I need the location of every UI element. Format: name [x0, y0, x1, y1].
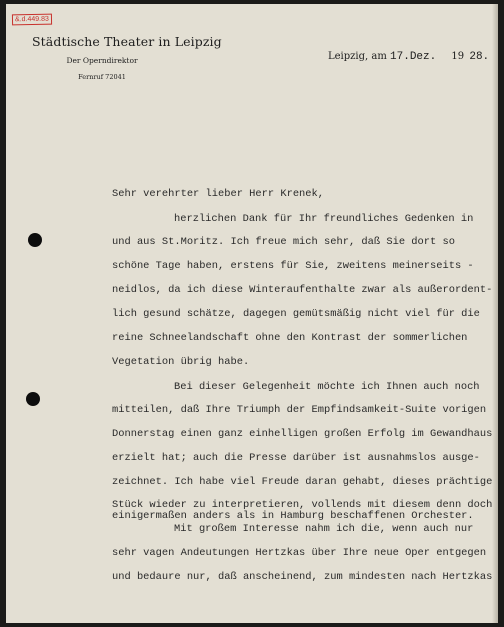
text-line: und aus St.Moritz. Ich freue mich sehr, daß Sie dort so: [112, 236, 455, 248]
letterhead-role: Der Operndirektor: [66, 56, 138, 65]
text-line: herzlichen Dank für Ihr freundliches Gedenken in: [174, 213, 474, 225]
text-line: Mit großem Interesse nahm ich die, wenn auch nur: [174, 523, 474, 535]
punch-hole: [26, 392, 40, 406]
date-place: Leipzig, am: [328, 51, 387, 62]
text-line: und bedaure nur, daß anscheinend, zum mindesten nach Hertzkas: [112, 571, 493, 583]
letter-body: [6, 4, 498, 623]
archive-stamp: &.d.449.83: [12, 14, 52, 26]
letter-page: [6, 4, 498, 623]
text-line: erzielt hat; auch die Presse darüber ist ausnahmslos ausge-: [112, 452, 480, 464]
letterhead-phone: Fernruf 72041: [78, 73, 126, 81]
text-line: mitteilen, daß Ihre Triumph der Empfindsamkeit-Suite vorigen: [112, 404, 487, 416]
text-line: schöne Tage haben, erstens für Sie, zweitens meinerseits -: [112, 260, 474, 272]
text-line: Bei dieser Gelegenheit möchte ich Ihnen auch noch: [174, 381, 480, 393]
date-day-month: 17.Dez.: [390, 51, 437, 63]
date-year-suffix: 28.: [469, 51, 490, 63]
text-line: sehr vagen Andeutungen Hertzkas über Ihre neue Oper entgegen: [112, 547, 487, 559]
text-line: einigermaßen anders als in Hamburg beschaffenen Orchester.: [112, 510, 474, 522]
punch-hole: [28, 233, 42, 247]
salutation: Sehr verehrter lieber Herr Krenek,: [112, 188, 325, 200]
text-line: Stück wieder zu interpretieren, vollends mit diesem denn doch: [112, 499, 493, 511]
text-line: zeichnet. Ich habe viel Freude daran gehabt, dieses prächtige: [112, 476, 493, 488]
text-line: lich gesund schätze, dagegen gemütsmäßig nicht viel für die: [112, 308, 480, 320]
text-line: Vegetation übrig habe.: [112, 356, 250, 368]
text-line: reine Schneelandschaft ohne den Kontrast der sommerlichen: [112, 332, 468, 344]
text-line: Donnerstag einen ganz einhelligen großen Erfolg im Gewandhaus: [112, 428, 493, 440]
date-year-prefix: 19: [451, 51, 465, 62]
text-line: neidlos, da ich diese Winteraufenthalte zwar als außerordent-: [112, 284, 493, 296]
letterhead-institution: Städtische Theater in Leipzig: [32, 34, 222, 49]
